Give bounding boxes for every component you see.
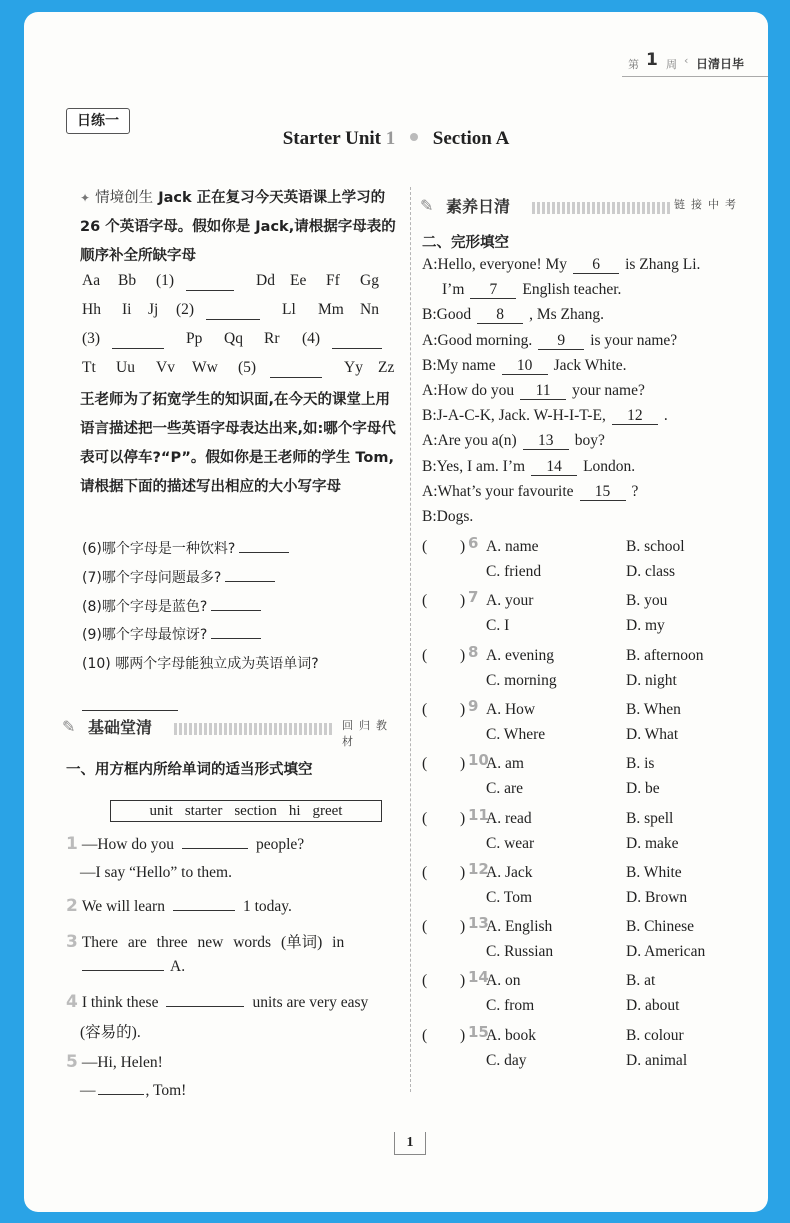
option-b[interactable]: B. is [626,755,655,773]
answer-blank[interactable] [211,637,261,639]
question-9: (9)哪个字母最惊讶? [82,624,261,644]
option-group [422,916,762,966]
option-a[interactable]: A. evening [486,646,555,664]
answer-blank[interactable] [82,698,178,716]
answer-blank[interactable] [112,347,164,349]
option-a[interactable]: A. on [486,972,521,990]
answer-blank[interactable] [211,609,261,611]
cloze-blank[interactable]: 12 [612,408,658,425]
answer-paren-open[interactable]: ( [422,592,428,610]
page-number: 1 [394,1132,426,1155]
fill-question-1-reply: —I say “Hello” to them. [80,864,232,881]
dialog-line: B:Dogs. [422,508,474,525]
option-group [422,970,762,1020]
dialog-line: I’m 7 English teacher. [442,281,622,299]
option-b[interactable]: B. afternoon [626,646,704,664]
option-d[interactable]: D. class [626,563,676,580]
worksheet-page: 第 1 周 ‹ 日清日毕 日练一 Starter Unit 1 Section A ✦ 情境创生 Jack 正在复习今天英语课上学习的 26 个英语字母。假如你是 Jack,请根据字母表的顺序补全所缺字母 Aa Bb (1) Dd Ee Ff Gg Hh Ii Jj (2) Ll Mm Nn (3) Pp Qq Rr (4) Tt Uu Vv Ww (5) Yy Zz 王老师为了拓宽学生的知识面,在今天的课堂上用语言描述把一些英语字母表达出来,如:哪个字母代表可以停车?“P”。假如你是王老师的学生 Tom,请根据下面的描述写出相应的大小写字母 (6)哪个字母是一种饮料? (7)哪个字母问题最多? (8)哪个字母是蓝色? (9)哪个字母最惊讶? (10) 哪两个字母能独立成为英语单词? ✎ 基础堂清 回归教材 一、用方框内所给单词的适当形式填空 unit starter section hi greet 1 —How do you people? —I say “Hello” to them. 2 We will learn 1 today. 3 There are three new words (单词) in A. 4 I think these units are very easy (容易的). 5 —Hi, Helen! — , Tom! ✎ 素养日清 链接中考 二、完形填空 A:Hello, everyone! My 6 is Zhang Li. I’m 7 English teacher. B:Good 8 , Ms Zhang. A:Good morning. 9 is your name? B:My name 10 Jack White. A:How do you 11 your name? B:J-A-C-K, Jack. W-H-I-T-E, 12 . A:Are you a(n) 13 boy? B:Yes, I am. I’m 14 London. A:What’s your favourite 15 ? B:Dogs. ( ) 6 A. name B. school C. friend D. class ( ) 7 A. your B. you C. I D. my ( ) 8 A. evening B. afternoon C. morning D. night ( ) 9 A. How B. When C. Where D. What ( ) 10 A. am B. is C. are D. be ( ) 11 A. read B. spell C. wear D. make ( ) 12 A. Jack B. White C. Tom D. Brown ( ) 13 A. English B. Chinese C. Russian D. American ( ) 14 A. on B. at C. from D. about ( ) 15 A. book B. colour C. day D. animal 1 [24,12,768,1212]
option-d[interactable]: D. my [626,617,665,635]
bird-icon: ✎ [420,198,434,215]
option-c[interactable]: C. morning [486,671,557,689]
column-divider [410,187,411,1092]
word-box: unit starter section hi greet [110,800,382,822]
option-d[interactable]: D. American [626,943,706,961]
dialog-line: A:Hello, everyone! My 6 is Zhang Li. [422,256,701,273]
question-8: (8)哪个字母是蓝色? [82,596,261,616]
option-b[interactable]: B. When [626,700,681,718]
answer-blank[interactable] [270,376,322,378]
fill-question-4-cont: (容易的). [80,1024,141,1041]
option-c[interactable]: C. I [486,617,510,635]
bird-icon: ✎ [62,719,76,736]
answer-paren-open[interactable]: ( [422,700,428,718]
fill-question-5: 5 —Hi, Helen! [66,1052,163,1072]
fill-question-3: 3 There are three new words (单词) in [66,932,345,952]
answer-blank[interactable] [186,289,234,291]
section-title: 素养日清 [446,197,511,216]
question-number: 3 [66,932,78,952]
answer-paren-open[interactable]: ( [422,863,428,881]
option-d[interactable]: D. about [626,997,680,1015]
scenario-tag: 情境创生 [95,190,154,206]
week-header [622,50,768,77]
option-a[interactable]: A. Jack [486,863,533,881]
dialog-line: B:J-A-C-K, Jack. W-H-I-T-E, 12 . [422,407,668,425]
option-c[interactable]: C. Where [486,725,546,743]
cloze-blank[interactable]: 11 [520,383,566,400]
answer-paren-close[interactable]: ) [460,809,466,827]
answer-blank[interactable] [173,909,235,911]
option-number: 13 [468,914,489,933]
question-number: 4 [66,992,78,1012]
answer-blank[interactable] [206,318,260,320]
cloze-blank[interactable]: 10 [502,358,548,375]
answer-paren-close[interactable]: ) [460,863,466,881]
option-c[interactable]: C. Russian [486,943,554,961]
option-c[interactable]: C. friend [486,563,542,580]
question-number: 1 [66,834,78,854]
option-c[interactable]: C. are [486,780,524,798]
option-a[interactable]: A. your [486,592,534,610]
option-number: 11 [468,805,489,824]
option-c[interactable]: C. from [486,997,535,1015]
title-dot [410,133,418,141]
header-stripes [174,723,334,735]
option-d[interactable]: D. be [626,780,660,798]
option-number: 8 [468,642,479,661]
option-group [422,642,762,695]
option-number: 10 [468,751,489,770]
answer-blank[interactable] [239,551,289,553]
question-7: (7)哪个字母问题最多? [82,567,275,587]
question-6: (6)哪个字母是一种饮料? [82,538,289,558]
answer-paren-open[interactable]: ( [422,538,428,555]
title-unit: Starter Unit [282,128,382,149]
part-2-heading: 二、完形填空 [422,235,509,251]
answer-paren-open[interactable]: ( [422,918,428,936]
option-group [422,805,762,858]
cloze-blank[interactable]: 6 [573,257,619,274]
fill-question-5-reply: — , Tom! [80,1082,187,1099]
answer-paren-close[interactable]: ) [460,755,466,773]
dialog-line: A:Are you a(n) 13 boy? [422,432,605,450]
option-number: 15 [468,1022,489,1041]
answer-paren-close[interactable]: ) [460,538,466,555]
answer-blank[interactable] [82,969,164,971]
option-group [422,859,762,912]
dialog-line: A:How do you 11 your name? [422,382,645,399]
answer-blank[interactable] [332,347,382,349]
answer-paren-open[interactable]: ( [422,755,428,773]
answer-blank[interactable] [98,1093,144,1095]
week-prefix: 第 [628,58,639,71]
option-a[interactable]: A. book [486,1026,536,1044]
option-group [422,696,762,749]
question-number: 5 [66,1052,78,1072]
option-group [422,536,762,586]
cloze-blank[interactable]: 8 [477,307,523,324]
page-title [24,128,768,150]
answer-paren-open[interactable]: ( [422,809,428,827]
scenario-text-1: Jack 正在复习今天英语课上学习的 26 个英语字母。假如你是 Jack,请根据字母表的顺序补全所缺字母 [80,190,396,264]
option-c[interactable]: C. wear [486,834,535,852]
answer-blank[interactable] [182,847,248,849]
dialog-line: B:Yes, I am. I’m 14 London. [422,457,636,475]
option-d[interactable]: D. What [626,725,679,743]
header-stripes [532,202,672,214]
cloze-blank[interactable]: 14 [531,459,577,476]
answer-paren-open[interactable]: ( [422,972,428,990]
answer-blank[interactable] [166,1005,244,1007]
option-b[interactable]: B. you [626,592,668,610]
section-subtitle: 链接中考 [674,198,742,211]
option-group [422,753,762,803]
answer-paren-close[interactable]: ) [460,972,466,990]
option-d[interactable]: D. animal [626,1051,688,1069]
answer-paren-close[interactable]: ) [460,592,466,610]
fill-question-1: 1 —How do you people? [66,834,305,854]
section-header-literacy [420,194,760,222]
option-d[interactable]: D. make [626,834,679,852]
dialog-line: B:My name 10 Jack White. [422,356,627,374]
option-b[interactable]: B. Chinese [626,918,695,936]
answer-paren-open[interactable]: ( [422,1026,428,1044]
option-b[interactable]: B. White [626,863,682,881]
option-b[interactable]: B. school [626,538,685,555]
week-number: 1 [646,50,658,70]
option-group [422,1022,762,1075]
answer-paren-close[interactable]: ) [460,1026,466,1044]
cloze-blank[interactable]: 9 [538,333,584,350]
answer-paren-open[interactable]: ( [422,646,428,664]
answer-paren-close[interactable]: ) [460,646,466,664]
option-b[interactable]: B. at [626,972,656,990]
day-label: 日练一 [66,108,130,134]
title-unit-number: 1 [385,128,396,149]
section-header-basic [62,715,402,748]
cloze-blank[interactable]: 7 [470,282,516,299]
separator: ‹ [684,54,689,67]
series-title: 日清日毕 [696,57,745,71]
answer-blank[interactable] [225,580,275,582]
option-c[interactable]: C. Tom [486,888,533,906]
option-number: 9 [468,696,479,715]
fill-question-4: 4 I think these units are very easy [66,992,369,1012]
dialog-line: B:Good 8 , Ms Zhang. [422,306,605,324]
answer-paren-close[interactable]: ) [460,700,466,718]
option-number: 12 [468,859,489,878]
section-subtitle: 回归教材 [342,719,393,748]
week-suffix: 周 [666,58,677,71]
option-b[interactable]: B. colour [626,1026,684,1044]
option-d[interactable]: D. night [626,671,677,689]
section-title: 基础堂清 [88,718,153,737]
option-c[interactable]: C. day [486,1051,527,1069]
part-1-heading: 一、用方框内所给单词的适当形式填空 [66,762,313,778]
option-a[interactable]: A. How [486,700,536,718]
dialog-line: A:Good morning. 9 is your name? [422,331,678,349]
scenario-text-2: 王老师为了拓宽学生的知识面,在今天的课堂上用语言描述把一些英语字母表达出来,如:哪个字母代表可以停车?“P”。假如你是王老师的学生 Tom,请根据下面的描述写出相应的大小写字母 [80,392,396,495]
cloze-blank[interactable]: 13 [523,433,569,450]
scenario-block [80,184,404,271]
option-a[interactable]: A. am [486,755,524,773]
question-10: (10) 哪两个字母能独立成为英语单词? [82,656,319,672]
cloze-blank[interactable]: 15 [580,484,626,501]
option-a[interactable]: A. name [486,538,539,555]
question-number: 2 [66,896,78,916]
option-b[interactable]: B. spell [626,809,674,827]
option-number: 6 [468,534,479,552]
option-group [422,590,762,640]
option-a[interactable]: A. read [486,809,532,827]
option-a[interactable]: A. English [486,918,553,936]
option-number: 7 [468,588,479,607]
fill-question-2: 2 We will learn 1 today. [66,896,292,916]
title-section: Section A [432,128,510,149]
option-number: 14 [468,968,489,987]
dialog-line: A:What’s your favourite 15 ? [422,482,639,500]
answer-paren-close[interactable]: ) [460,918,466,936]
option-d[interactable]: D. Brown [626,888,688,906]
bulb-icon: ✦ [80,191,91,205]
fill-question-3-cont: A. [82,958,185,976]
